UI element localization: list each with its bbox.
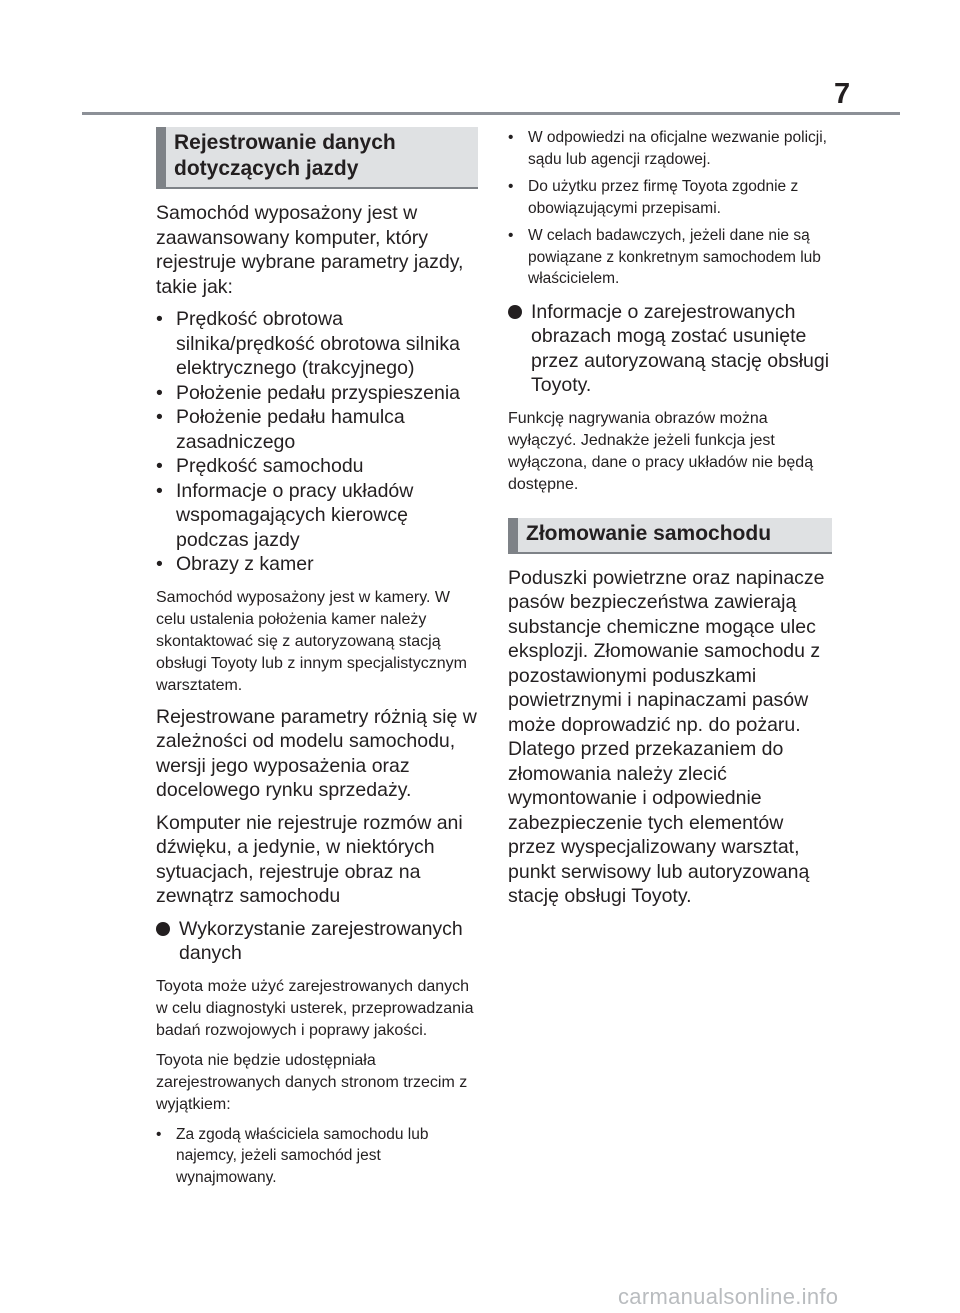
list-item: • W celach badawczych, jeżeli dane nie są powiązane z konkretnym samochodem lub właścicielem. bbox=[508, 227, 821, 287]
exceptions-list bbox=[156, 1124, 478, 1189]
list-item: • Położenie pedału przyspieszenia bbox=[156, 381, 461, 404]
usage-text: Toyota może użyć zarejestrowanych danych w celu diagnostyki usterek, przeprowadzania badań rozwojowych i poprawy jakości. bbox=[156, 977, 474, 1039]
no-audio-paragraph: Komputer nie rejestruje rozmów ani dźwięku, a jedynie, w niektórych sytuacjach, rejestruje obraz na zewnątrz samochodu bbox=[156, 811, 463, 907]
images-text: Funkcję nagrywania obrazów można wyłączyć. Jednakże jeżeli funkcja jest wyłączona, dane o pracy układów nie będą dostępne. bbox=[508, 409, 814, 493]
list-item: • Prędkość samochodu bbox=[156, 455, 364, 477]
section-header-line: Rejestrowanie danych bbox=[174, 131, 396, 154]
section-header-line: dotyczących jazdy bbox=[174, 157, 359, 180]
list-item: • Położenie pedału hamulca zasadniczego bbox=[156, 406, 405, 453]
usage-heading: Wykorzystanie zarejestrowanych danych bbox=[156, 917, 478, 966]
list-item: • Do użytku przez firmę Toyota zgodnie z obowiązującymi przepisami. bbox=[508, 178, 799, 217]
section-header-scrapping bbox=[508, 518, 832, 554]
bullet-circle-icon bbox=[508, 305, 522, 319]
images-heading: Informacje o zarejestrowanych obrazach mogą zostać usunięte przez autoryzowaną stację obsługi Toyoty. bbox=[508, 300, 832, 398]
right-column bbox=[508, 127, 832, 917]
list-item: • Obrazy z kamer bbox=[156, 553, 314, 575]
section-header-line: Złomowanie samochodu bbox=[526, 521, 772, 545]
header-rule bbox=[82, 112, 900, 115]
section-header-data-recording bbox=[156, 127, 478, 189]
bullet-circle-icon bbox=[156, 922, 170, 936]
recorded-params-list bbox=[156, 307, 478, 577]
exceptions-list-continued bbox=[508, 127, 832, 290]
scrap-paragraph: Poduszki powietrzne oraz napinacze pasów bezpieczeństwa zawierają substancje chemiczne mogące ulec eksplozji. Złomowanie samochodu z pozostawionymi poduszkami powietrznymi i napinaczami pasów może doprowadzić np. do pożaru. Dlatego przed przekazaniem do złomowania należy zlecić wymontowanie i odpowiednie zabezpieczenie tych elementów przez wyspecjalizowany warsztat, punkt serwisowy lub autoryzowaną stację obsługi Toyoty. bbox=[508, 566, 825, 907]
list-item: • Za zgodą właściciela samochodu lub najemcy, jeżeli samochód jest wynajmowany. bbox=[156, 1125, 429, 1186]
left-column bbox=[156, 127, 478, 1198]
list-item: • W odpowiedzi na oficjalne wezwanie policji, sądu lub agencji rządowej. bbox=[508, 129, 827, 168]
camera-note: Samochód wyposażony jest w kamery. W celu ustalenia położenia kamer należy skontaktować się z autoryzowaną stacją obsługi Toyoty lub z innym specjalistycznym warsztatem. bbox=[156, 588, 467, 694]
variants-paragraph: Rejestrowane parametry różnią się w zależności od modelu samochodu, wersji jego wyposażenia oraz docelowego rynku sprzedaży. bbox=[156, 705, 477, 801]
watermark: carmanualsonline.info bbox=[618, 1284, 839, 1309]
list-item: • Informacje o pracy układów wspomagających kierowcę podczas jazdy bbox=[156, 479, 414, 551]
disclosure-text: Toyota nie będzie udostępniała zarejestrowanych danych stronom trzecim z wyjątkiem: bbox=[156, 1051, 468, 1113]
intro-paragraph: Samochód wyposażony jest w zaawansowany komputer, który rejestruje wybrane parametry jazdy, takie jak: bbox=[156, 202, 464, 298]
page-number: 7 bbox=[834, 78, 851, 110]
list-item: • Prędkość obrotowa silnika/prędkość obrotowa silnika elektrycznego (trakcyjnego) bbox=[156, 308, 460, 379]
